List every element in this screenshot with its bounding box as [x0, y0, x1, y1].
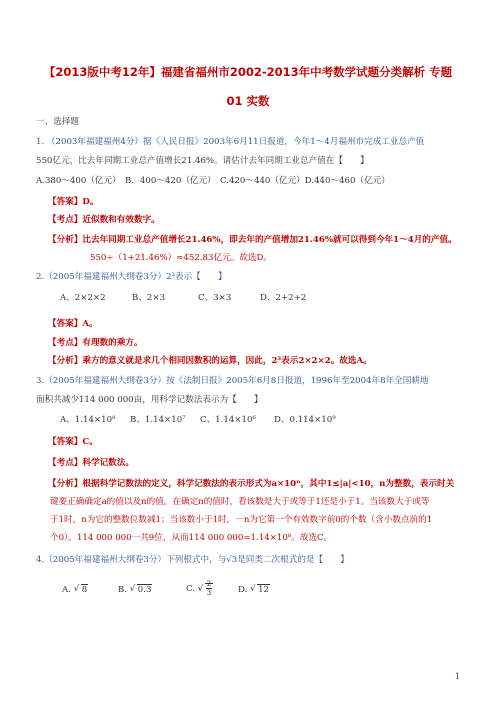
q1-options: A.380～400（亿元） B．400～420（亿元） C.420～440（亿元）D.440～460（亿元）	[36, 176, 390, 186]
q1-stem-line2: 550亿元，比去年同期工业总产值增长21.46%。请估计去年同期工业总产值在【 】	[36, 156, 369, 166]
q3-kaodian: 【考点】科学记数法。	[48, 458, 134, 468]
q3-option-a: A、1.14×10⁸	[60, 415, 116, 425]
q4-option-a-radicand: 8	[81, 585, 88, 595]
q1-kaodian: 【考点】近似数和有效数字。	[48, 215, 160, 225]
q1-answer: 【答案】D。	[48, 197, 99, 207]
q2-option-d: D、2+2+2	[260, 293, 307, 303]
sqrt-icon: √ $\frac{2}{3}$	[197, 580, 212, 597]
q4-option-c-numerator: 2	[206, 580, 212, 588]
q1-fenxi-line1: 【分析】比去年同期工业总产值增长21.46%，即去年的产值增加21.46%就可以得到今年1～4月的产值。	[48, 235, 457, 245]
q4-option-d	[238, 584, 270, 597]
document-title-line2: 01 实数	[226, 94, 270, 108]
q2-option-b: B、2×3	[132, 293, 166, 303]
page-number: 1	[454, 672, 460, 681]
sqrt-icon: √ 12	[250, 584, 269, 595]
q1-stem-line1: 1. （2003年福建福州4分）据《人民日报》2003年6月11日报道，今年1～4月福州市完成工业总产值	[36, 137, 425, 147]
q1-fenxi-line2: 550÷（1+21.46%）≈452.83亿元。故选D。	[90, 253, 272, 263]
q3-option-d: D、0.114×10⁹	[274, 415, 336, 425]
sqrt-icon: √ 8	[73, 584, 88, 595]
section-heading: 一、选择题	[36, 117, 79, 127]
q4-option-d-label: D.	[238, 585, 248, 595]
q4-option-c-denominator: 3	[206, 589, 212, 597]
q2-fenxi: 【分析】乘方的意义就是求几个相同因数积的运算，因此，2³表示2×2×2。故选A。	[48, 356, 372, 366]
q4-option-c-fraction	[206, 580, 212, 597]
q3-answer: 【答案】C。	[48, 437, 98, 447]
q2-stem: 2.（2005年福建福州大纲卷3分）2³表示【 】	[36, 272, 227, 282]
q2-answer: 【答案】A。	[48, 319, 98, 329]
document-title-line1: 【2013版中考12年】福建省福州市2002-2013年中考数学试题分类解析 专题	[43, 65, 453, 79]
q4-stem: 4.（2005年福建福州大纲卷3分）下列根式中，与√3是同类二次根式的是【 】	[36, 555, 349, 565]
q3-stem-line2: 面积共减少114 000 000亩，用科学记数法表示为【 】	[36, 395, 263, 405]
q3-option-b: B、1.14×10⁷	[130, 415, 186, 425]
q4-option-d-radicand: 12	[258, 585, 269, 595]
q3-fenxi-line4: 个0）。114 000 000一共9位，从而114 000 000=1.14×10⁸。故选C。	[50, 533, 333, 543]
sqrt-icon: √ 0.3	[129, 584, 152, 595]
q2-option-c: C、3×3	[198, 293, 232, 303]
q4-option-b-label: B.	[118, 585, 128, 595]
q2-option-a: A、2×2×2	[60, 293, 106, 303]
q3-fenxi-line3: 于1时，n为它的整数位数减1；当该数小于1时，－n为它第一个有效数字前0的个数（含小数点前的1	[50, 515, 433, 525]
q3-fenxi-line2: 键要正确确定a的值以及n的值。在确定n的值时，看该数是大于或等于1还是小于1。当该数大于或等	[50, 497, 430, 507]
q4-option-a	[62, 584, 88, 597]
q4-option-b-radicand: 0.3	[137, 585, 152, 595]
q4-option-c	[186, 580, 213, 597]
q4-option-c-label: C.	[186, 584, 196, 594]
q2-kaodian: 【考点】有理数的乘方。	[48, 338, 143, 348]
q3-stem-line1: 3.（2005年福建福州大纲卷3分）按《法制日报》2005年6月8日报道，1996年至2004年8年全国耕地	[36, 376, 429, 386]
q3-option-c: C、1.14×10⁶	[200, 415, 256, 425]
q3-fenxi-line1: 【分析】根据科学记数法的定义，科学记数法的表示形式为a×10ⁿ，其中1≤|a|<10，n为整数，表示时关	[48, 479, 455, 489]
q4-option-a-label: A.	[62, 585, 71, 595]
q4-option-b	[118, 584, 152, 597]
